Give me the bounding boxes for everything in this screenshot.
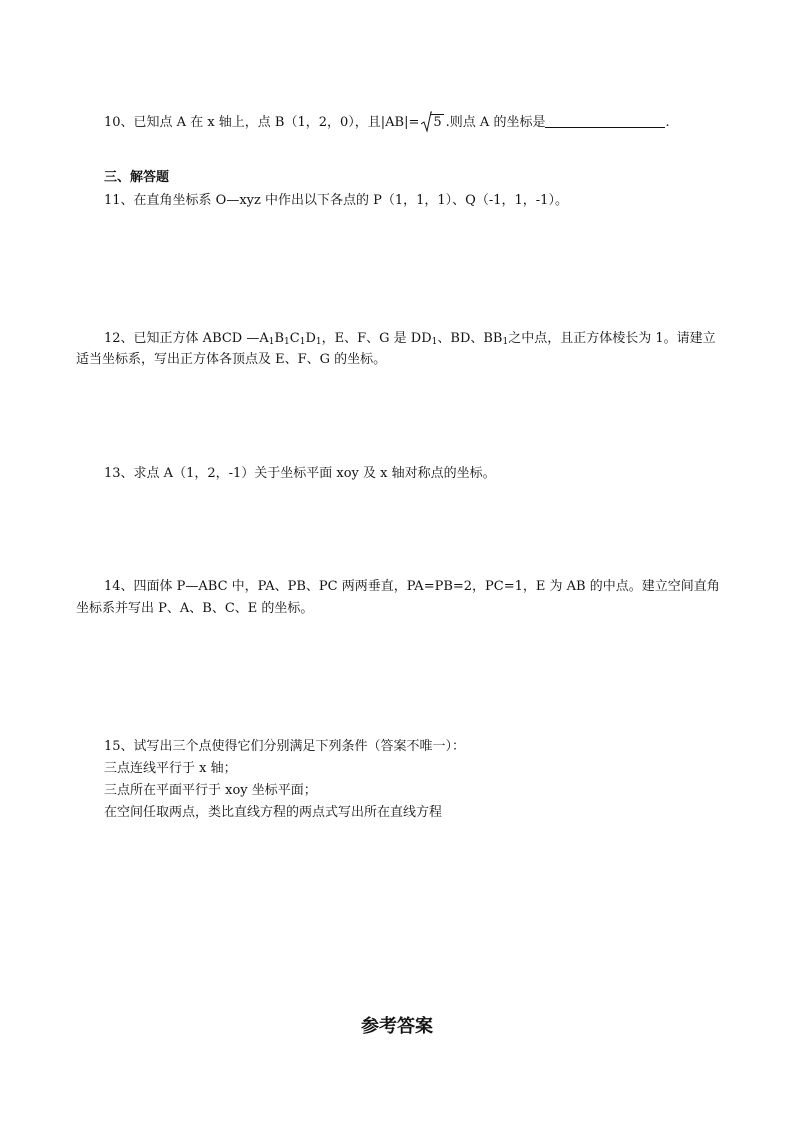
q10-text-end: . [665, 115, 670, 130]
radicand: 5 [433, 115, 442, 130]
q12-subscript: 1 [299, 337, 306, 347]
question-13: 13、求点 A（1，2，-1）关于坐标平面 xoy 及 x 轴对称点的坐标。 [104, 466, 496, 481]
question-15-line-1: 15、试写出三个点使得它们分别满足下列条件（答案不唯一）： [104, 739, 466, 754]
sqrt-expression [421, 114, 443, 132]
q12-subscript: 1 [502, 337, 509, 347]
q12-part: 12、已知正方体 ABCD —A [104, 331, 269, 346]
q12-subscript: 1 [268, 337, 275, 347]
question-11: 11、在直角坐标系 O—xyz 中作出以下各点的 P（1，1，1）、Q（-1，1，-1）。 [104, 193, 568, 208]
q12-part: C [289, 331, 300, 346]
q12-subscript: 1 [315, 337, 322, 347]
q10-text-before: 10、已知点 A 在 x 轴上，点 B（1，2，0），且|AB|= [104, 115, 420, 130]
question-14-line-1: 14、四面体 P—ABC 中，PA、PB、PC 两两垂直，PA=PB=2，PC=1，E 为 AB 的中点。建立空间直角 [104, 579, 720, 594]
answers-title: 参考答案 [361, 1016, 433, 1037]
section-heading: 三、解答题 [104, 170, 170, 185]
question-15-line-4: 在空间任取两点，类比直线方程的两点式写出所在直线方程 [104, 805, 443, 820]
q12-part: D [305, 331, 316, 346]
q12-subscript: 1 [431, 337, 438, 347]
q12-part: ，E、F、G 是 DD [321, 331, 432, 346]
q12-part: B [274, 331, 285, 346]
question-12-line-2: 适当坐标系，写出正方体各顶点及 E、F、G 的坐标。 [76, 352, 387, 367]
answer-blank[interactable] [545, 113, 665, 128]
q10-text-after: .则点 A 的坐标是 [445, 115, 546, 130]
question-14-line-2: 坐标系并写出 P、A、B、C、E 的坐标。 [76, 601, 314, 616]
q12-part: 之中点，且正方体棱长为 1。请建立 [508, 331, 716, 346]
question-15-line-3: 三点所在平面平行于 xoy 坐标平面； [104, 783, 317, 798]
radical-sign-icon [421, 111, 432, 133]
question-10 [104, 113, 670, 132]
question-12-line-1 [104, 330, 716, 351]
q12-part: 、BD、BB [437, 331, 503, 346]
question-15-line-2: 三点连线平行于 x 轴； [104, 761, 237, 776]
q12-subscript: 1 [284, 337, 290, 347]
